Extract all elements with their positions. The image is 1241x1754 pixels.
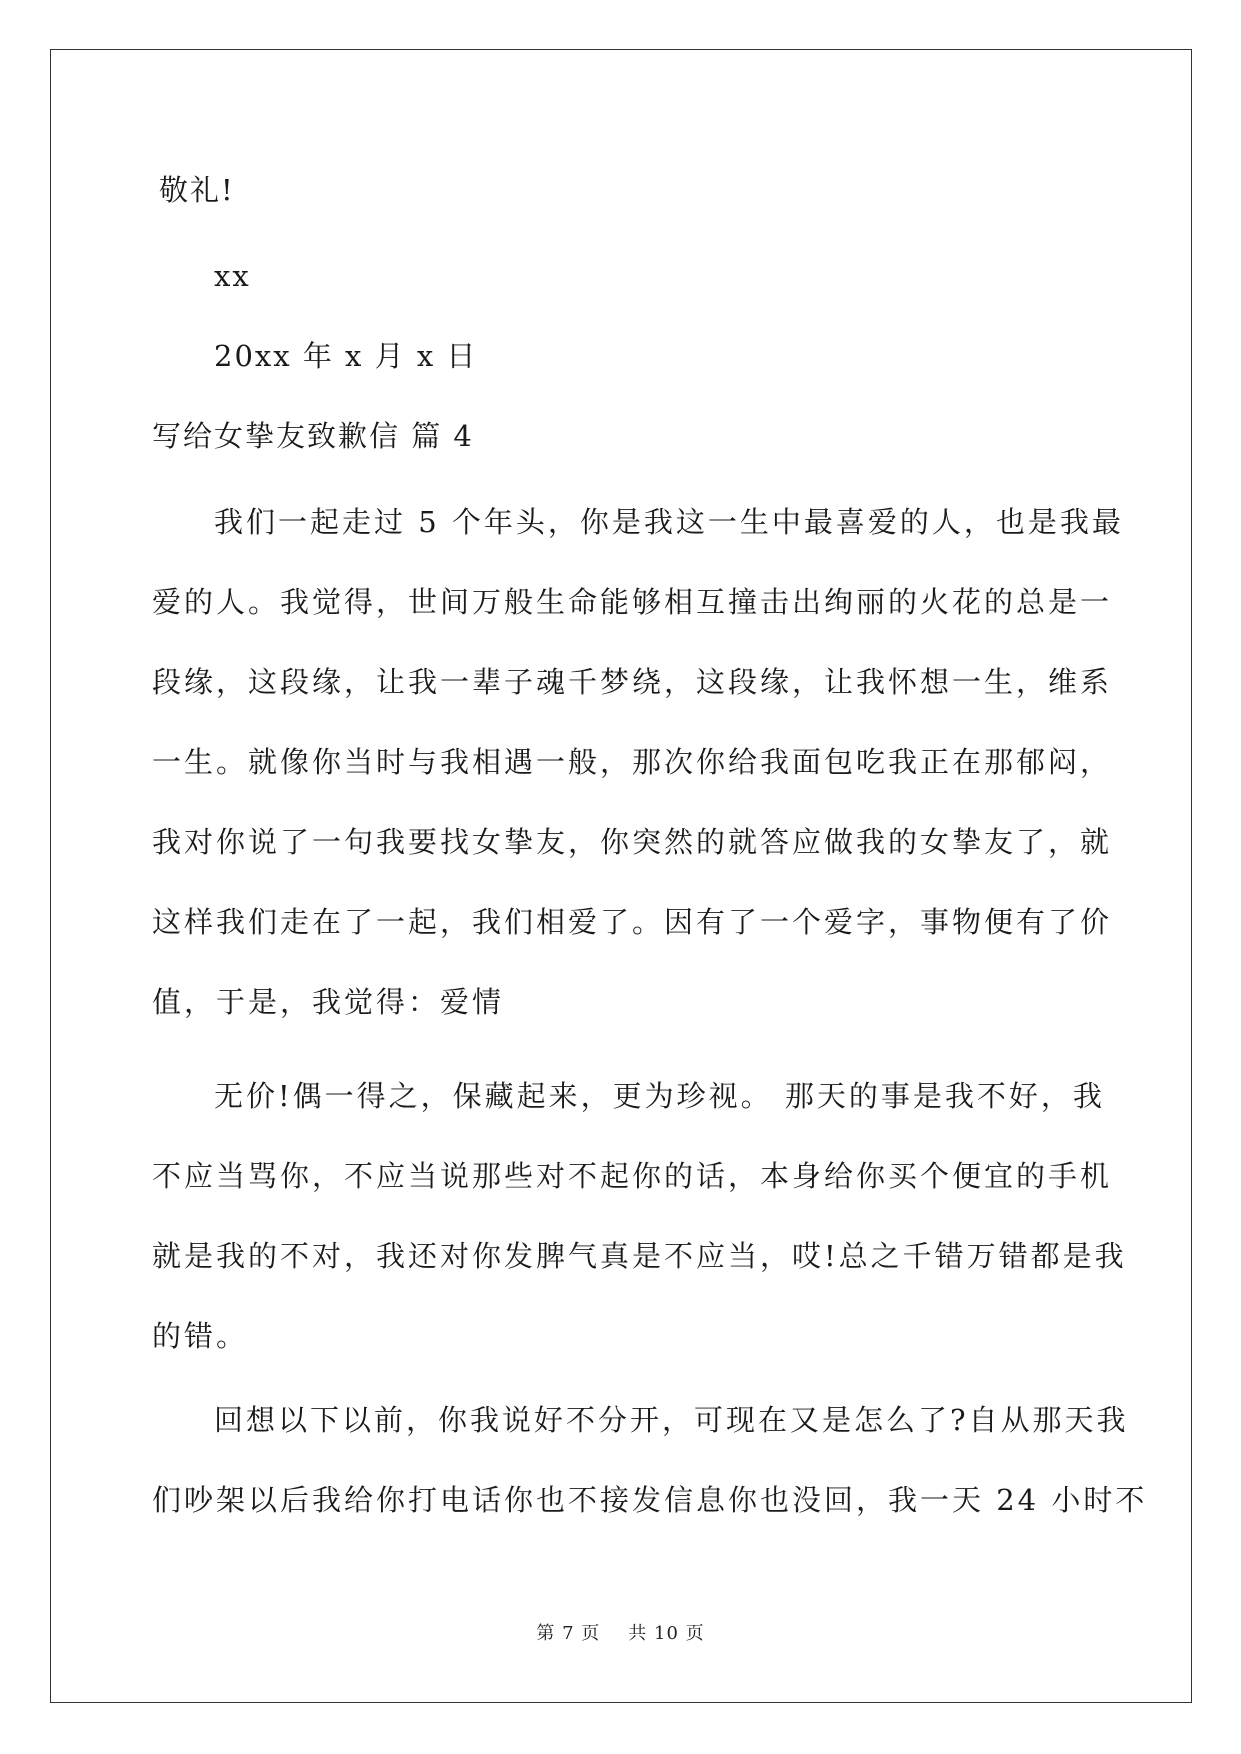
paragraph-line: 一生。就像你当时与我相遇一般，那次你给我面包吃我正在那郁闷， [152, 745, 1113, 779]
letter-sender: xx [214, 259, 251, 293]
paragraph-line: 值，于是，我觉得：爱情 [152, 985, 505, 1019]
paragraph-3 [152, 1380, 1148, 1540]
paragraph-line: 我对你说了一句我要找女挚友，你突然的就答应做我的女挚友了，就 [152, 825, 1113, 859]
page-footer [0, 1622, 1241, 1646]
paragraph-line: 段缘，这段缘，让我一辈子魂千梦绕，这段缘，让我怀想一生，维系 [152, 665, 1113, 699]
paragraph-line: 的错。 [152, 1319, 249, 1353]
paragraph-line: 不应当骂你，不应当说那些对不起你的话，本身给你买个便宜的手机 [152, 1159, 1113, 1193]
paragraph-line: 就是我的不对，我还对你发脾气真是不应当，哎!总之千错万错都是我 [152, 1239, 1127, 1273]
section-heading: 写给女挚友致歉信 篇 4 [152, 419, 474, 453]
page-number: 第 7 页 [536, 1623, 601, 1644]
paragraph-line: 回想以下以前，你我说好不分开，可现在又是怎么了?自从那天我 [214, 1403, 1129, 1437]
paragraph-line: 爱的人。我觉得，世间万般生命能够相互撞击出绚丽的火花的总是一 [152, 585, 1113, 619]
paragraph-line: 这样我们走在了一起，我们相爱了。因有了一个爱字，事物便有了价 [152, 905, 1113, 939]
letter-date: 20xx 年 x 月 x 日 [214, 339, 478, 373]
paragraph-2 [152, 1056, 1127, 1376]
paragraph-line: 无价!偶一得之，保藏起来，更为珍视。 那天的事是我不好，我 [214, 1079, 1105, 1113]
paragraph-line: 们吵架以后我给你打电话你也不接发信息你也没回，我一天 24 小时不 [152, 1483, 1148, 1517]
page-total: 共 10 页 [628, 1623, 705, 1644]
letter-closing: 敬礼! [159, 173, 235, 207]
paragraph-1 [152, 482, 1124, 1042]
paragraph-line: 我们一起走过 5 个年头，你是我这一生中最喜爱的人，也是我最 [214, 505, 1124, 539]
